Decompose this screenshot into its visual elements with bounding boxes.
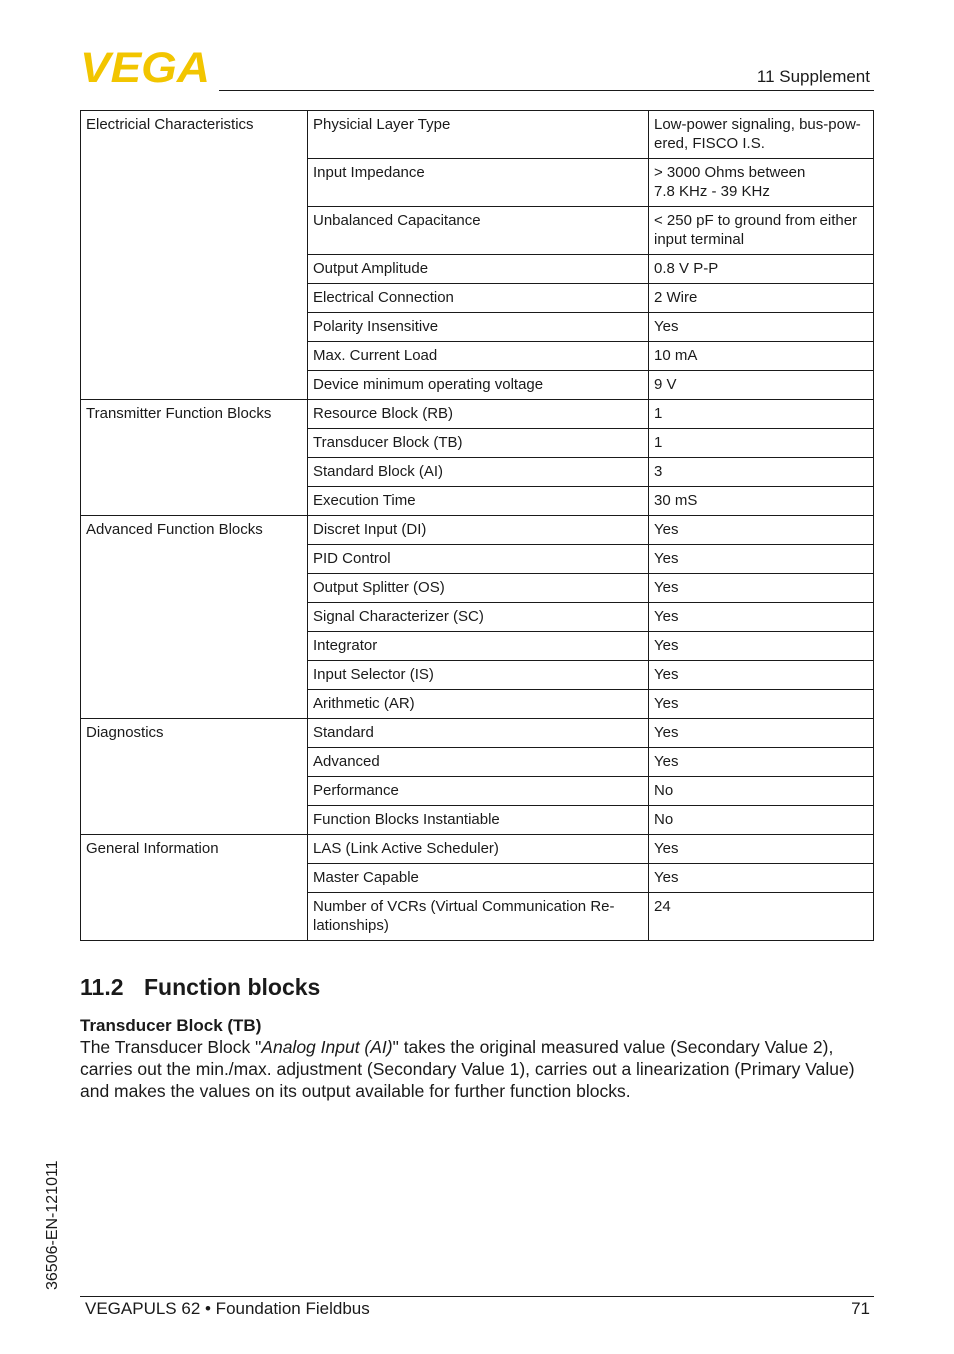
technical-data-table <box>80 110 874 941</box>
property-cell: Max. Current Load <box>308 342 649 371</box>
value-cell: Yes <box>649 516 874 545</box>
property-cell: Standard Block (AI) <box>308 458 649 487</box>
property-cell: Advanced <box>308 748 649 777</box>
property-cell: Electrical Connection <box>308 284 649 313</box>
value-cell: Yes <box>649 545 874 574</box>
property-cell: Integrator <box>308 632 649 661</box>
property-cell: Polarity Insensitive <box>308 313 649 342</box>
table-row <box>81 111 874 159</box>
value-cell: Yes <box>649 864 874 893</box>
paragraph-emphasis: Analog Input (AI) <box>261 1037 393 1057</box>
vega-logo <box>80 50 212 84</box>
property-cell: Function Blocks Instantiable <box>308 806 649 835</box>
paragraph-text-start: The Transducer Block " <box>80 1037 262 1057</box>
value-cell: 10 mA <box>649 342 874 371</box>
document-code: 36506-EN-121011 <box>44 1160 61 1290</box>
value-cell: No <box>649 777 874 806</box>
value-cell: Yes <box>649 313 874 342</box>
group-cell: General Information <box>81 835 308 941</box>
footer-product: VEGAPULS 62 • Foundation Fieldbus <box>85 1299 370 1318</box>
page-number: 71 <box>851 1299 870 1318</box>
header-divider <box>219 90 874 91</box>
value-cell: 30 mS <box>649 487 874 516</box>
value-cell: Yes <box>649 603 874 632</box>
value-cell: 0.8 V P-P <box>649 255 874 284</box>
group-cell: Electricial Characteristics <box>81 111 308 400</box>
table-row <box>81 835 874 864</box>
value-cell: 1 <box>649 429 874 458</box>
body-paragraph <box>80 1036 876 1102</box>
value-cell: 3 <box>649 458 874 487</box>
paragraph-text-end: " takes the original measured value (Secondary Value 2), carries out the min./max. adjustment (Secondary Value 1), carries out a linearization (Primary Value) and makes the values on its output available for further function blocks. <box>80 1037 855 1101</box>
property-cell: Arithmetic (AR) <box>308 690 649 719</box>
table-row <box>81 719 874 748</box>
property-cell: Output Splitter (OS) <box>308 574 649 603</box>
property-cell: Device minimum operating voltage <box>308 371 649 400</box>
property-cell: Input Selector (IS) <box>308 661 649 690</box>
value-cell: 1 <box>649 400 874 429</box>
footer-divider <box>80 1296 874 1297</box>
property-cell: Physicial Layer Type <box>308 111 649 159</box>
value-cell: Yes <box>649 748 874 777</box>
value-cell: Yes <box>649 719 874 748</box>
property-cell: LAS (Link Active Scheduler) <box>308 835 649 864</box>
property-cell: Performance <box>308 777 649 806</box>
property-cell: Execution Time <box>308 487 649 516</box>
property-cell: Signal Characterizer (SC) <box>308 603 649 632</box>
property-cell: Master Capable <box>308 864 649 893</box>
value-cell: 9 V <box>649 371 874 400</box>
section-title: Function blocks <box>144 974 321 1000</box>
value-cell: 24 <box>649 893 874 941</box>
value-cell: No <box>649 806 874 835</box>
value-cell: Yes <box>649 661 874 690</box>
value-cell: Yes <box>649 574 874 603</box>
value-cell: > 3000 Ohms between 7.8 KHz - 39 KHz <box>649 159 874 207</box>
subheading: Transducer Block (TB) <box>80 1016 262 1035</box>
value-cell: < 250 pF to ground from either input terminal <box>649 207 874 255</box>
table-row <box>81 400 874 429</box>
property-cell: Input Impedance <box>308 159 649 207</box>
property-cell: Unbalanced Capacitance <box>308 207 649 255</box>
group-cell: Diagnostics <box>81 719 308 835</box>
property-cell: Transducer Block (TB) <box>308 429 649 458</box>
section-label: 11 Supplement <box>756 67 870 86</box>
svg-text:VEGA: VEGA <box>80 50 210 84</box>
property-cell: Discret Input (DI) <box>308 516 649 545</box>
group-cell: Transmitter Function Blocks <box>81 400 308 516</box>
property-cell: Standard <box>308 719 649 748</box>
value-cell: Yes <box>649 632 874 661</box>
value-cell: Yes <box>649 835 874 864</box>
value-cell: 2 Wire <box>649 284 874 313</box>
property-cell: PID Control <box>308 545 649 574</box>
value-cell: Low-power signaling, bus-pow- ered, FISCO I.S. <box>649 111 874 159</box>
property-cell: Output Amplitude <box>308 255 649 284</box>
property-cell: Resource Block (RB) <box>308 400 649 429</box>
value-cell: Yes <box>649 690 874 719</box>
section-number: 11.2 <box>80 974 124 1000</box>
group-cell: Advanced Function Blocks <box>81 516 308 719</box>
table-row <box>81 516 874 545</box>
section-heading <box>80 974 320 1001</box>
property-cell: Number of VCRs (Virtual Communication Re- lationships) <box>308 893 649 941</box>
